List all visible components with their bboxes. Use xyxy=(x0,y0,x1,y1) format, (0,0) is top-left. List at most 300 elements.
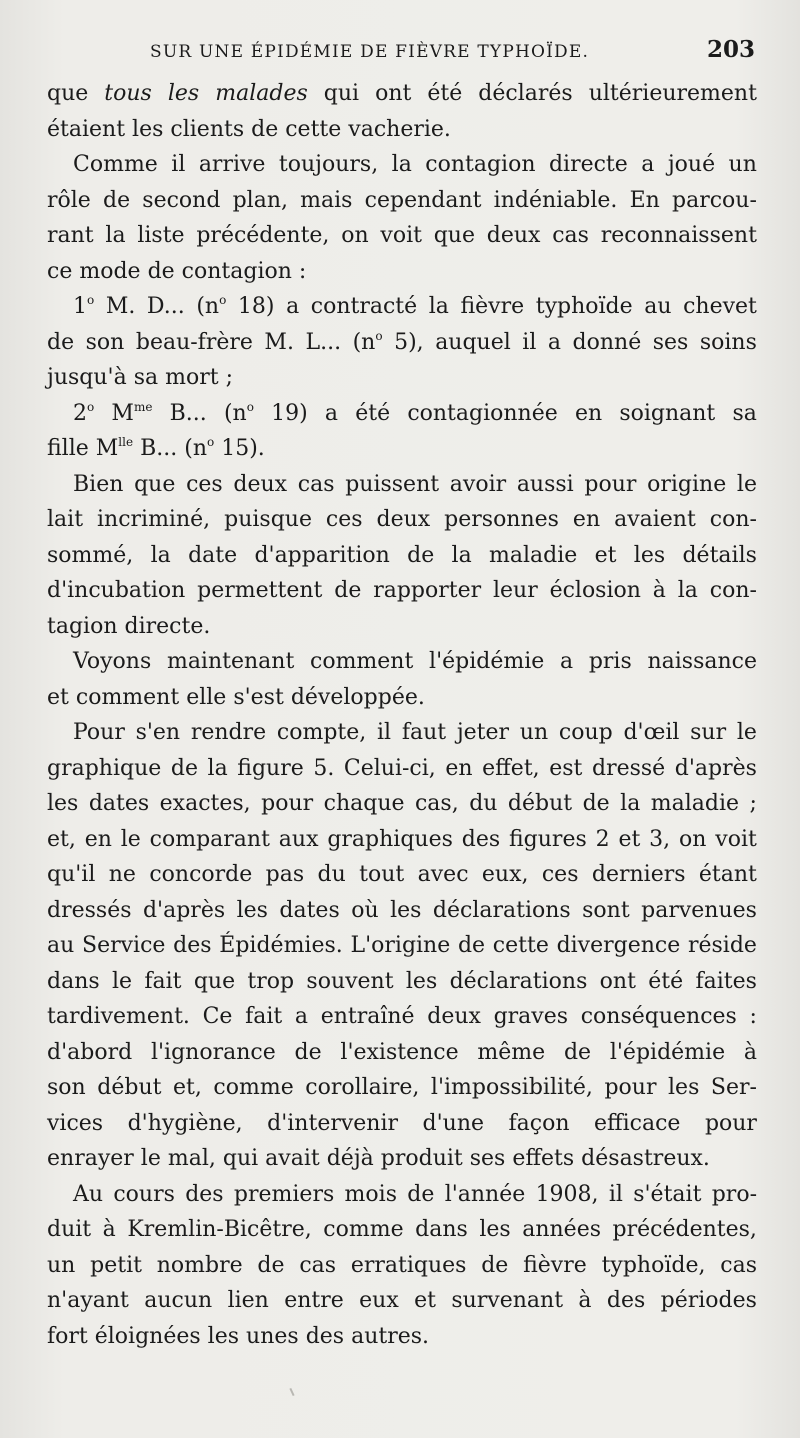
word: Service xyxy=(82,933,166,958)
word: indéniable. xyxy=(493,187,618,213)
word: il xyxy=(171,152,186,177)
word: mal, xyxy=(167,1146,216,1171)
word: M. xyxy=(264,329,294,355)
word: chevet xyxy=(683,294,757,319)
word: naissance xyxy=(647,649,757,674)
word: et xyxy=(594,542,617,568)
word: pris xyxy=(588,649,632,674)
word: autres. xyxy=(351,1323,430,1349)
word: ; xyxy=(225,365,233,390)
text-line xyxy=(47,573,757,609)
word: soins xyxy=(699,329,757,355)
word: de xyxy=(457,933,486,958)
text-line xyxy=(47,289,757,325)
word: elle xyxy=(186,684,227,710)
text-line xyxy=(47,893,757,929)
word: déclarations xyxy=(432,897,571,923)
word: de xyxy=(47,329,75,355)
word: comment xyxy=(75,684,180,710)
word: dans xyxy=(47,968,100,994)
word: ont xyxy=(375,81,412,106)
word: des xyxy=(185,1181,224,1207)
word: Épidémies. xyxy=(219,933,343,958)
word: précédentes, xyxy=(612,1217,757,1242)
word: périodes xyxy=(660,1288,757,1313)
word: détails xyxy=(682,542,757,568)
word: même xyxy=(477,1039,546,1065)
word: vices xyxy=(47,1110,104,1136)
text-line xyxy=(47,1035,757,1071)
word: dans xyxy=(415,1217,468,1242)
word: de xyxy=(407,1181,435,1207)
word: de xyxy=(103,187,131,213)
text-line xyxy=(47,502,757,538)
word: entre xyxy=(284,1288,344,1313)
word: de xyxy=(257,1252,285,1278)
word: mode xyxy=(79,258,141,284)
word: parvenues xyxy=(641,897,757,923)
word: Voyons xyxy=(73,649,152,674)
text-line xyxy=(47,609,757,645)
word: ($n^o$ xyxy=(196,293,227,319)
word: cas xyxy=(299,1252,337,1278)
word: deux xyxy=(486,223,541,248)
text-line xyxy=(47,183,757,219)
word: compte, xyxy=(276,720,367,745)
word: son xyxy=(85,329,125,355)
word: graphiques xyxy=(327,826,453,852)
word: de xyxy=(147,258,175,284)
word: Comme xyxy=(73,152,158,177)
text-line xyxy=(47,1319,757,1355)
word: un xyxy=(47,1252,76,1278)
word: origine xyxy=(647,471,727,497)
word: lien xyxy=(227,1288,269,1313)
word: date xyxy=(188,542,238,568)
word: corollaire, xyxy=(305,1075,420,1100)
word: Bien xyxy=(73,471,124,497)
word: l'impossibilité, xyxy=(430,1075,593,1100)
text-line xyxy=(47,1283,757,1319)
word: ultérieurement xyxy=(588,81,757,106)
text-line xyxy=(47,76,757,112)
word: et xyxy=(47,684,69,710)
word: nombre xyxy=(156,1252,243,1278)
word: L... xyxy=(305,329,342,355)
word: cas xyxy=(297,471,335,497)
word: a xyxy=(324,400,339,426)
word: clients xyxy=(170,116,245,142)
word: puisque xyxy=(224,507,312,532)
word: et, xyxy=(47,826,76,852)
word: d'abord xyxy=(47,1039,133,1065)
word: tagion xyxy=(47,613,118,639)
word: comme xyxy=(323,1217,404,1242)
word: la xyxy=(677,578,698,603)
word: pour xyxy=(604,1075,657,1100)
word: liste xyxy=(137,223,185,248)
word: 1$^o$ xyxy=(73,293,95,319)
word: désastreux. xyxy=(581,1146,710,1171)
word: avec xyxy=(417,862,469,887)
page-number: 203 xyxy=(706,36,755,63)
word: de xyxy=(334,578,362,603)
word: cependant xyxy=(364,187,482,213)
word: rôle xyxy=(47,187,91,213)
word: directe xyxy=(548,152,628,177)
word: d'après xyxy=(674,755,757,781)
word: typhoïde xyxy=(535,294,633,319)
word: deux xyxy=(427,1004,481,1029)
word: sommé, xyxy=(47,542,134,568)
word: fièvre xyxy=(460,294,525,319)
word: figures xyxy=(509,826,587,852)
word: ces xyxy=(325,507,363,532)
word: exactes, xyxy=(159,791,251,816)
word: 2$^o$ xyxy=(73,399,95,426)
word: deux xyxy=(233,471,288,497)
word: de xyxy=(170,755,198,781)
word: s'était xyxy=(633,1181,702,1207)
word: fort xyxy=(47,1323,88,1349)
word: coup xyxy=(558,720,613,745)
word: effets xyxy=(512,1146,575,1171)
text-line xyxy=(47,431,757,467)
word: : xyxy=(298,258,307,284)
word: : xyxy=(749,1004,757,1029)
word: son xyxy=(47,1075,86,1100)
word: de xyxy=(407,542,435,568)
word: les xyxy=(633,542,666,568)
word: à xyxy=(102,1217,116,1242)
word: B... xyxy=(140,436,178,461)
word: d'après xyxy=(142,897,226,923)
text-line xyxy=(47,751,757,787)
word: en xyxy=(84,826,112,852)
text-line xyxy=(47,822,757,858)
word: en xyxy=(445,755,473,781)
word: mort xyxy=(165,365,219,390)
word: du xyxy=(469,791,498,816)
word: déjà xyxy=(326,1146,374,1171)
word: ses xyxy=(469,1146,506,1171)
word: le xyxy=(111,968,133,994)
word: déclarés xyxy=(478,81,573,106)
word: comparant xyxy=(149,826,270,852)
body-text xyxy=(47,76,757,1354)
word: les xyxy=(390,897,422,923)
word: comme xyxy=(213,1075,294,1100)
word: aux xyxy=(278,826,319,852)
word: que xyxy=(47,81,89,106)
word: a xyxy=(294,1004,309,1029)
word: avaient xyxy=(614,507,696,532)
word: s'est xyxy=(233,684,284,710)
word: le xyxy=(120,826,141,852)
running-title: SUR UNE ÉPIDÉMIE DE FIÈVRE TYPHOÏDE. xyxy=(150,42,590,62)
word: au xyxy=(644,294,672,319)
word: derniers xyxy=(591,862,686,887)
word: ses xyxy=(652,329,689,355)
word: d'œil xyxy=(623,720,680,745)
word: figure xyxy=(237,755,304,781)
word: au xyxy=(47,933,75,958)
word: fille xyxy=(47,436,89,461)
word: Pour xyxy=(73,720,125,745)
page-header xyxy=(150,36,755,70)
word: la xyxy=(207,755,228,781)
word: beau-frère xyxy=(135,329,253,355)
text-line xyxy=(47,147,757,183)
word: ce xyxy=(47,258,73,284)
word: cours xyxy=(113,1181,175,1207)
word: lait xyxy=(47,507,84,532)
word: le xyxy=(736,720,757,745)
word: à xyxy=(652,578,666,603)
word: contagion xyxy=(425,152,536,177)
word: reconnaissent xyxy=(600,223,757,248)
word: étant xyxy=(698,862,757,887)
paper-speck xyxy=(289,1388,294,1396)
word: le xyxy=(140,1146,161,1171)
word: voit xyxy=(715,826,757,852)
word: et xyxy=(618,826,641,852)
word: contagion xyxy=(181,258,292,284)
word: trop xyxy=(247,968,295,994)
word: l'épidémie xyxy=(429,649,545,674)
word: dressés xyxy=(47,897,132,923)
word: été xyxy=(427,81,463,106)
word: cas xyxy=(720,1252,757,1278)
word: soignant xyxy=(619,400,716,426)
word: étaient xyxy=(47,116,126,142)
word: pour xyxy=(261,791,314,816)
word: parcou- xyxy=(672,187,757,213)
text-line xyxy=(47,1177,757,1213)
word: un xyxy=(728,152,757,177)
word: concorde xyxy=(149,862,253,887)
word: $M^{me}$ xyxy=(111,399,153,426)
word: plan, xyxy=(232,187,288,213)
text-line xyxy=(47,467,757,503)
word: éloignées xyxy=(94,1323,201,1349)
word: premiers xyxy=(233,1181,335,1207)
word: tout xyxy=(359,862,405,887)
word: et, xyxy=(173,1075,202,1100)
word: dressé xyxy=(591,755,666,781)
word: duit xyxy=(47,1217,92,1242)
text-line xyxy=(47,325,757,361)
word: cette xyxy=(285,116,342,142)
word: des xyxy=(461,826,501,852)
word: effet, xyxy=(482,755,540,781)
word: les xyxy=(405,968,438,994)
word: Celui-ci, xyxy=(343,755,436,781)
word: il xyxy=(522,329,537,355)
word: produit xyxy=(380,1146,463,1171)
word: l'épidémie xyxy=(609,1039,726,1065)
text-line xyxy=(47,928,757,964)
word: la xyxy=(620,791,641,816)
word: jeter xyxy=(456,720,510,745)
word: En xyxy=(629,187,660,213)
text-line xyxy=(47,254,757,290)
word: 5. xyxy=(313,755,335,781)
word: maladie xyxy=(650,791,740,816)
word: 5), xyxy=(394,329,424,355)
word: eux xyxy=(359,1288,399,1313)
word: cette xyxy=(492,933,549,958)
word: les xyxy=(167,81,200,106)
word: faut xyxy=(401,720,447,745)
word: cas, xyxy=(414,791,459,816)
word: les xyxy=(668,1075,700,1100)
word: les xyxy=(236,897,268,923)
word: la xyxy=(451,542,472,568)
word: tous xyxy=(104,81,152,106)
word: divergence xyxy=(556,933,681,958)
word: unes xyxy=(246,1323,299,1349)
word: en xyxy=(572,507,601,532)
word: D... xyxy=(146,294,185,319)
word: d'apparition xyxy=(254,542,390,568)
word: incriminé, xyxy=(96,507,211,532)
word: début xyxy=(507,791,573,816)
word: on xyxy=(679,826,707,852)
word: éclosion xyxy=(549,578,641,603)
word: rendre xyxy=(190,720,267,745)
word: con- xyxy=(709,507,757,532)
word: 1908, xyxy=(535,1181,599,1207)
text-line xyxy=(47,964,757,1000)
word: voit xyxy=(380,223,422,248)
word: personnes xyxy=(444,507,559,532)
word: début xyxy=(97,1075,162,1100)
word: M. xyxy=(105,294,136,319)
word: petit xyxy=(90,1252,142,1278)
word: aucun xyxy=(144,1288,213,1313)
text-line xyxy=(47,396,757,432)
word: d'intervenir xyxy=(267,1110,399,1136)
word: L'origine xyxy=(350,933,451,958)
word: ces xyxy=(541,862,579,887)
word: en xyxy=(574,400,603,426)
word: à xyxy=(578,1288,592,1313)
word: des xyxy=(305,1323,345,1349)
word: a xyxy=(559,649,574,674)
word: les xyxy=(132,116,164,142)
word: permettent xyxy=(197,578,323,603)
word: il xyxy=(608,1181,623,1207)
word: deux xyxy=(376,507,431,532)
word: on xyxy=(341,223,369,248)
word: contracté xyxy=(310,294,418,319)
word: a xyxy=(286,294,300,319)
word: donné xyxy=(572,329,642,355)
word: ; xyxy=(749,791,757,816)
text-line xyxy=(47,715,757,751)
word: de xyxy=(481,1252,509,1278)
word: puissent xyxy=(345,471,440,497)
word: avait xyxy=(265,1146,320,1171)
word: fait xyxy=(245,1004,283,1029)
word: aussi xyxy=(516,471,574,497)
word: arrive xyxy=(198,152,266,177)
word: 19) xyxy=(271,400,308,426)
word: cas xyxy=(552,223,589,248)
word: second xyxy=(142,187,221,213)
word: con- xyxy=(709,578,757,603)
word: qui xyxy=(323,81,360,106)
word: qu'il xyxy=(47,862,96,887)
word: a xyxy=(641,152,655,177)
word: pour xyxy=(584,471,637,497)
word: graves xyxy=(493,1004,569,1029)
text-line xyxy=(47,538,757,574)
word: typhoïde, xyxy=(601,1252,706,1278)
word: dates xyxy=(279,897,340,923)
word: 3, xyxy=(649,826,671,852)
word: fièvre xyxy=(523,1252,587,1278)
word: été xyxy=(648,968,684,994)
text-line xyxy=(47,360,757,396)
word: ($n^o$ xyxy=(352,328,383,355)
word: avoir xyxy=(449,471,507,497)
word: de xyxy=(294,1039,322,1065)
word: a xyxy=(547,329,562,355)
word: souvent xyxy=(306,968,394,994)
text-line xyxy=(47,644,757,680)
word: ($n^o$ xyxy=(223,399,254,426)
word: de xyxy=(582,791,610,816)
text-line xyxy=(47,1141,757,1177)
text-line xyxy=(47,999,757,1035)
word: les xyxy=(47,791,79,816)
word: que xyxy=(193,968,236,994)
text-line xyxy=(47,1106,757,1142)
word: des xyxy=(606,1288,646,1313)
word: pro- xyxy=(711,1181,757,1207)
text-line xyxy=(47,112,757,148)
text-line xyxy=(47,1248,757,1284)
word: années xyxy=(522,1217,602,1242)
word: directe. xyxy=(124,613,211,639)
word: sur xyxy=(690,720,727,745)
word: la xyxy=(150,542,171,568)
word: B... xyxy=(169,400,207,426)
word: maladie xyxy=(489,542,578,568)
text-line xyxy=(47,1070,757,1106)
word: à xyxy=(743,1039,757,1065)
word: d'une xyxy=(422,1110,485,1136)
word: sa xyxy=(732,400,757,426)
word: enrayer xyxy=(47,1146,134,1171)
word: les xyxy=(479,1217,511,1242)
word: sont xyxy=(582,897,630,923)
word: de xyxy=(251,116,279,142)
word: il xyxy=(377,720,392,745)
word: vacherie. xyxy=(348,116,451,142)
word: d'hygiène, xyxy=(127,1110,243,1136)
word: maintenant xyxy=(166,649,295,674)
text-line xyxy=(47,218,757,254)
word: que xyxy=(433,223,475,248)
word: tardivement. xyxy=(47,1004,190,1029)
word: joué xyxy=(667,152,716,177)
word: été xyxy=(355,400,391,426)
word: Kremlin-Bicêtre, xyxy=(127,1217,312,1242)
text-line xyxy=(47,680,757,716)
